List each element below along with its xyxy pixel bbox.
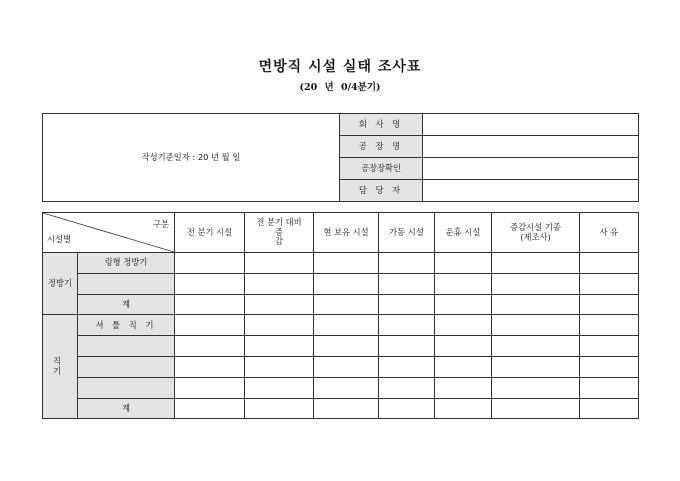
cell[interactable]: [435, 315, 492, 336]
cell[interactable]: [379, 398, 435, 419]
table-row: [43, 315, 639, 336]
col-prev-quarter: 전 분기 시설: [175, 213, 245, 253]
col-change-decrease: 감: [274, 236, 283, 247]
cell[interactable]: [580, 315, 639, 336]
cell[interactable]: [379, 356, 435, 377]
group-spinning: 정방기: [43, 253, 78, 315]
cell[interactable]: [379, 315, 435, 336]
table-row: [43, 273, 639, 294]
cell[interactable]: [492, 273, 580, 294]
cell[interactable]: [435, 336, 492, 357]
cell[interactable]: [580, 356, 639, 377]
col-change-line2: [245, 228, 313, 247]
cell[interactable]: [379, 253, 435, 274]
group-loom: 직 기: [43, 315, 78, 419]
item-label: 링형 정방기: [78, 253, 175, 274]
table-row: [43, 377, 639, 398]
cell[interactable]: [175, 356, 245, 377]
col-reason: 사 유: [580, 213, 639, 253]
table-row: [43, 294, 639, 315]
cell[interactable]: [492, 398, 580, 419]
facility-table: [42, 212, 639, 419]
subtotal-label: 계: [78, 294, 175, 315]
info-table: [42, 113, 639, 202]
cell[interactable]: [245, 253, 314, 274]
cell[interactable]: [245, 294, 314, 315]
cell[interactable]: [492, 253, 580, 274]
cell[interactable]: [314, 315, 379, 336]
cell[interactable]: [175, 377, 245, 398]
corner-category-label: 구분: [152, 219, 169, 229]
cell[interactable]: [492, 315, 580, 336]
cell[interactable]: [580, 294, 639, 315]
item-label: [78, 356, 175, 377]
cell[interactable]: [314, 294, 379, 315]
cell[interactable]: [580, 398, 639, 419]
plant-manager-field[interactable]: [423, 158, 639, 180]
cell[interactable]: [379, 273, 435, 294]
cell[interactable]: [245, 398, 314, 419]
cell[interactable]: [245, 315, 314, 336]
col-current: 현 보유 시설: [314, 213, 379, 253]
cell[interactable]: [435, 273, 492, 294]
cell[interactable]: [492, 377, 580, 398]
document-subtitle: (20 년 0/4분기): [299, 82, 381, 93]
table-row: [43, 398, 639, 419]
cell[interactable]: [435, 356, 492, 377]
cell[interactable]: [314, 377, 379, 398]
company-name-label: 회 사 명: [340, 114, 423, 136]
cell[interactable]: [175, 398, 245, 419]
col-changed-model-line2: (제조사): [520, 231, 551, 242]
cell[interactable]: [175, 273, 245, 294]
cell[interactable]: [314, 398, 379, 419]
corner-facility-label: 시설별: [47, 234, 72, 245]
cell[interactable]: [175, 294, 245, 315]
col-change: [245, 213, 314, 253]
table-row: [43, 253, 639, 274]
cell[interactable]: [175, 336, 245, 357]
cell[interactable]: [435, 377, 492, 398]
cell[interactable]: [245, 356, 314, 377]
plant-manager-label: 공장장확인: [340, 158, 423, 180]
cell[interactable]: [245, 336, 314, 357]
col-changed-model: [492, 213, 580, 253]
col-changed-model-line1: 증감시설 기종: [510, 221, 561, 232]
cell[interactable]: [492, 294, 580, 315]
cell[interactable]: [245, 273, 314, 294]
factory-name-label: 공 장 명: [340, 136, 423, 158]
col-change-increase: 증: [274, 226, 283, 237]
cell[interactable]: [492, 336, 580, 357]
cell[interactable]: [314, 336, 379, 357]
cell[interactable]: [245, 377, 314, 398]
item-label: [78, 273, 175, 294]
cell[interactable]: [580, 273, 639, 294]
cell[interactable]: [314, 253, 379, 274]
cell[interactable]: [379, 377, 435, 398]
cell[interactable]: [379, 294, 435, 315]
cell[interactable]: [314, 273, 379, 294]
item-label: [78, 377, 175, 398]
col-operating: 가동 시설: [379, 213, 435, 253]
cell[interactable]: [175, 253, 245, 274]
subtotal-label: 계: [78, 398, 175, 419]
cell[interactable]: [580, 253, 639, 274]
cell[interactable]: [580, 377, 639, 398]
corner-header: [43, 213, 175, 253]
cell[interactable]: [580, 336, 639, 357]
cell[interactable]: [435, 253, 492, 274]
cell[interactable]: [435, 294, 492, 315]
person-in-charge-field[interactable]: [423, 180, 639, 202]
cell[interactable]: [175, 315, 245, 336]
cell[interactable]: [379, 336, 435, 357]
cell[interactable]: [314, 356, 379, 377]
company-name-field[interactable]: [423, 114, 639, 136]
item-label: 셔 틀 직 기: [78, 315, 175, 336]
item-label: [78, 336, 175, 357]
person-in-charge-label: 담 당 자: [340, 180, 423, 202]
col-change-line1: 전 분기 대비: [256, 217, 302, 228]
cell[interactable]: [435, 398, 492, 419]
cell[interactable]: [492, 356, 580, 377]
table-row: [43, 356, 639, 377]
factory-name-field[interactable]: [423, 136, 639, 158]
col-idle: 운휴 시설: [435, 213, 492, 253]
table-row: [43, 336, 639, 357]
document-title: 면방직 시설 실태 조사표: [258, 59, 422, 75]
reference-date: 작성기준일자 : 20 년 월 일: [43, 114, 340, 202]
